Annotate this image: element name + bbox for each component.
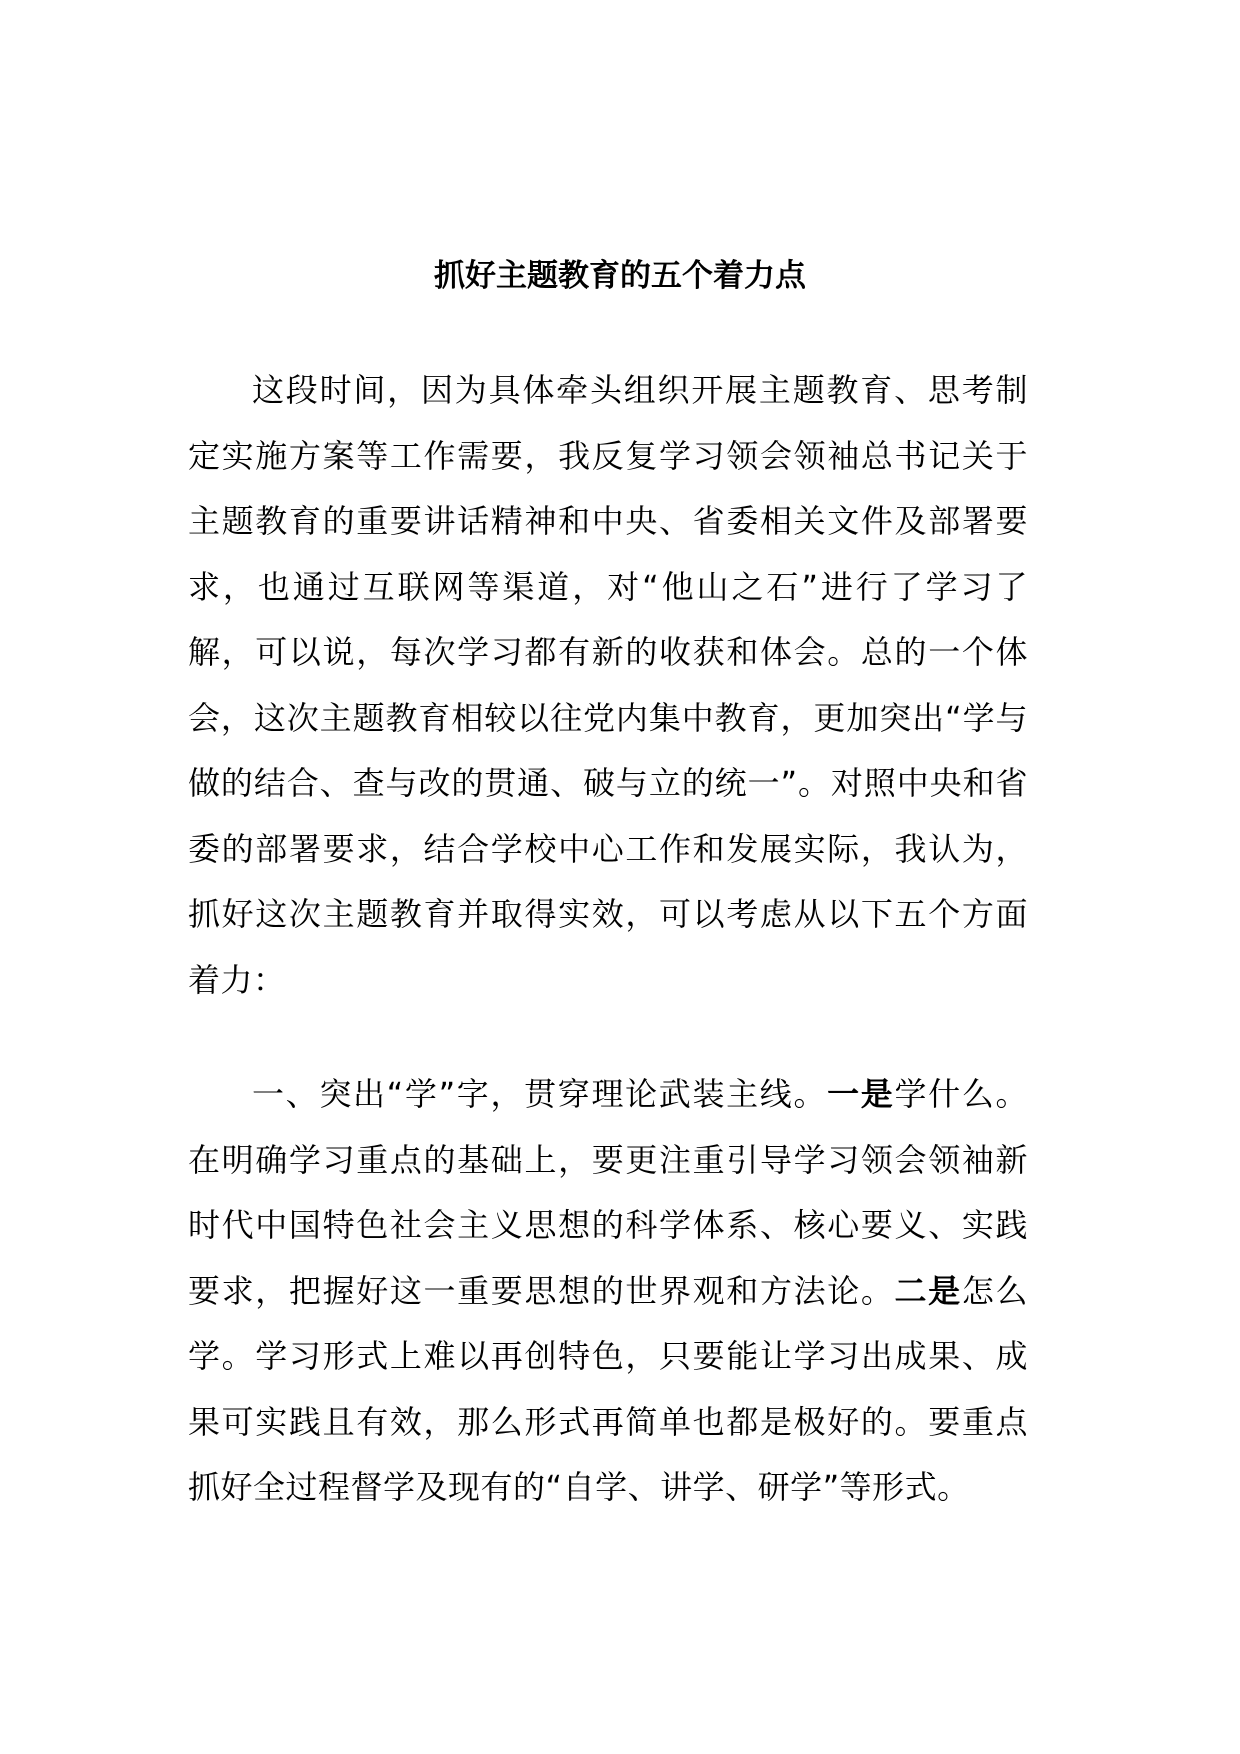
paragraph-point-one [188, 1062, 1028, 1521]
point-one-body-a: 学什么。在明确学习重点的基础上，要更注重引导学习领会领袖新时代中国特色社会主义思想的科学体系、核心要义、实践要求，把握好这一重要思想的世界观和方法论。 [188, 1075, 1028, 1310]
point-one-heading: 一、突出“学”字，贯穿理论武装主线。 [252, 1075, 828, 1113]
bold-label-second: 二是 [894, 1271, 962, 1310]
paragraph-intro: 这段时间，因为具体牵头组织开展主题教育、思考制定实施方案等工作需要，我反复学习领会领袖总书记关于主题教育的重要讲话精神和中央、省委相关文件及部署要求，也通过互联网等渠道，对“他山之石”进行了学习了解，可以说，每次学习都有新的收获和体会。总的一个体会，这次主题教育相较以往党内集中教育，更加突出“学与做的结合、查与改的贯通、破与立的统一”。对照中央和省委的部署要求，结合学校中心工作和发展实际，我认为，抓好这次主题教育并取得实效，可以考虑从以下五个方面着力： [188, 371, 1028, 999]
document-title: 抓好主题教育的五个着力点 [434, 258, 806, 294]
point-one-body-b: 怎么学。学习形式上难以再创特色，只要能让学习出成果、成果可实践且有效，那么形式再简单也都是极好的。要重点抓好全过程督学及现有的“自学、讲学、研学”等形式。 [188, 1271, 1028, 1506]
bold-label-first: 一是 [827, 1075, 895, 1113]
